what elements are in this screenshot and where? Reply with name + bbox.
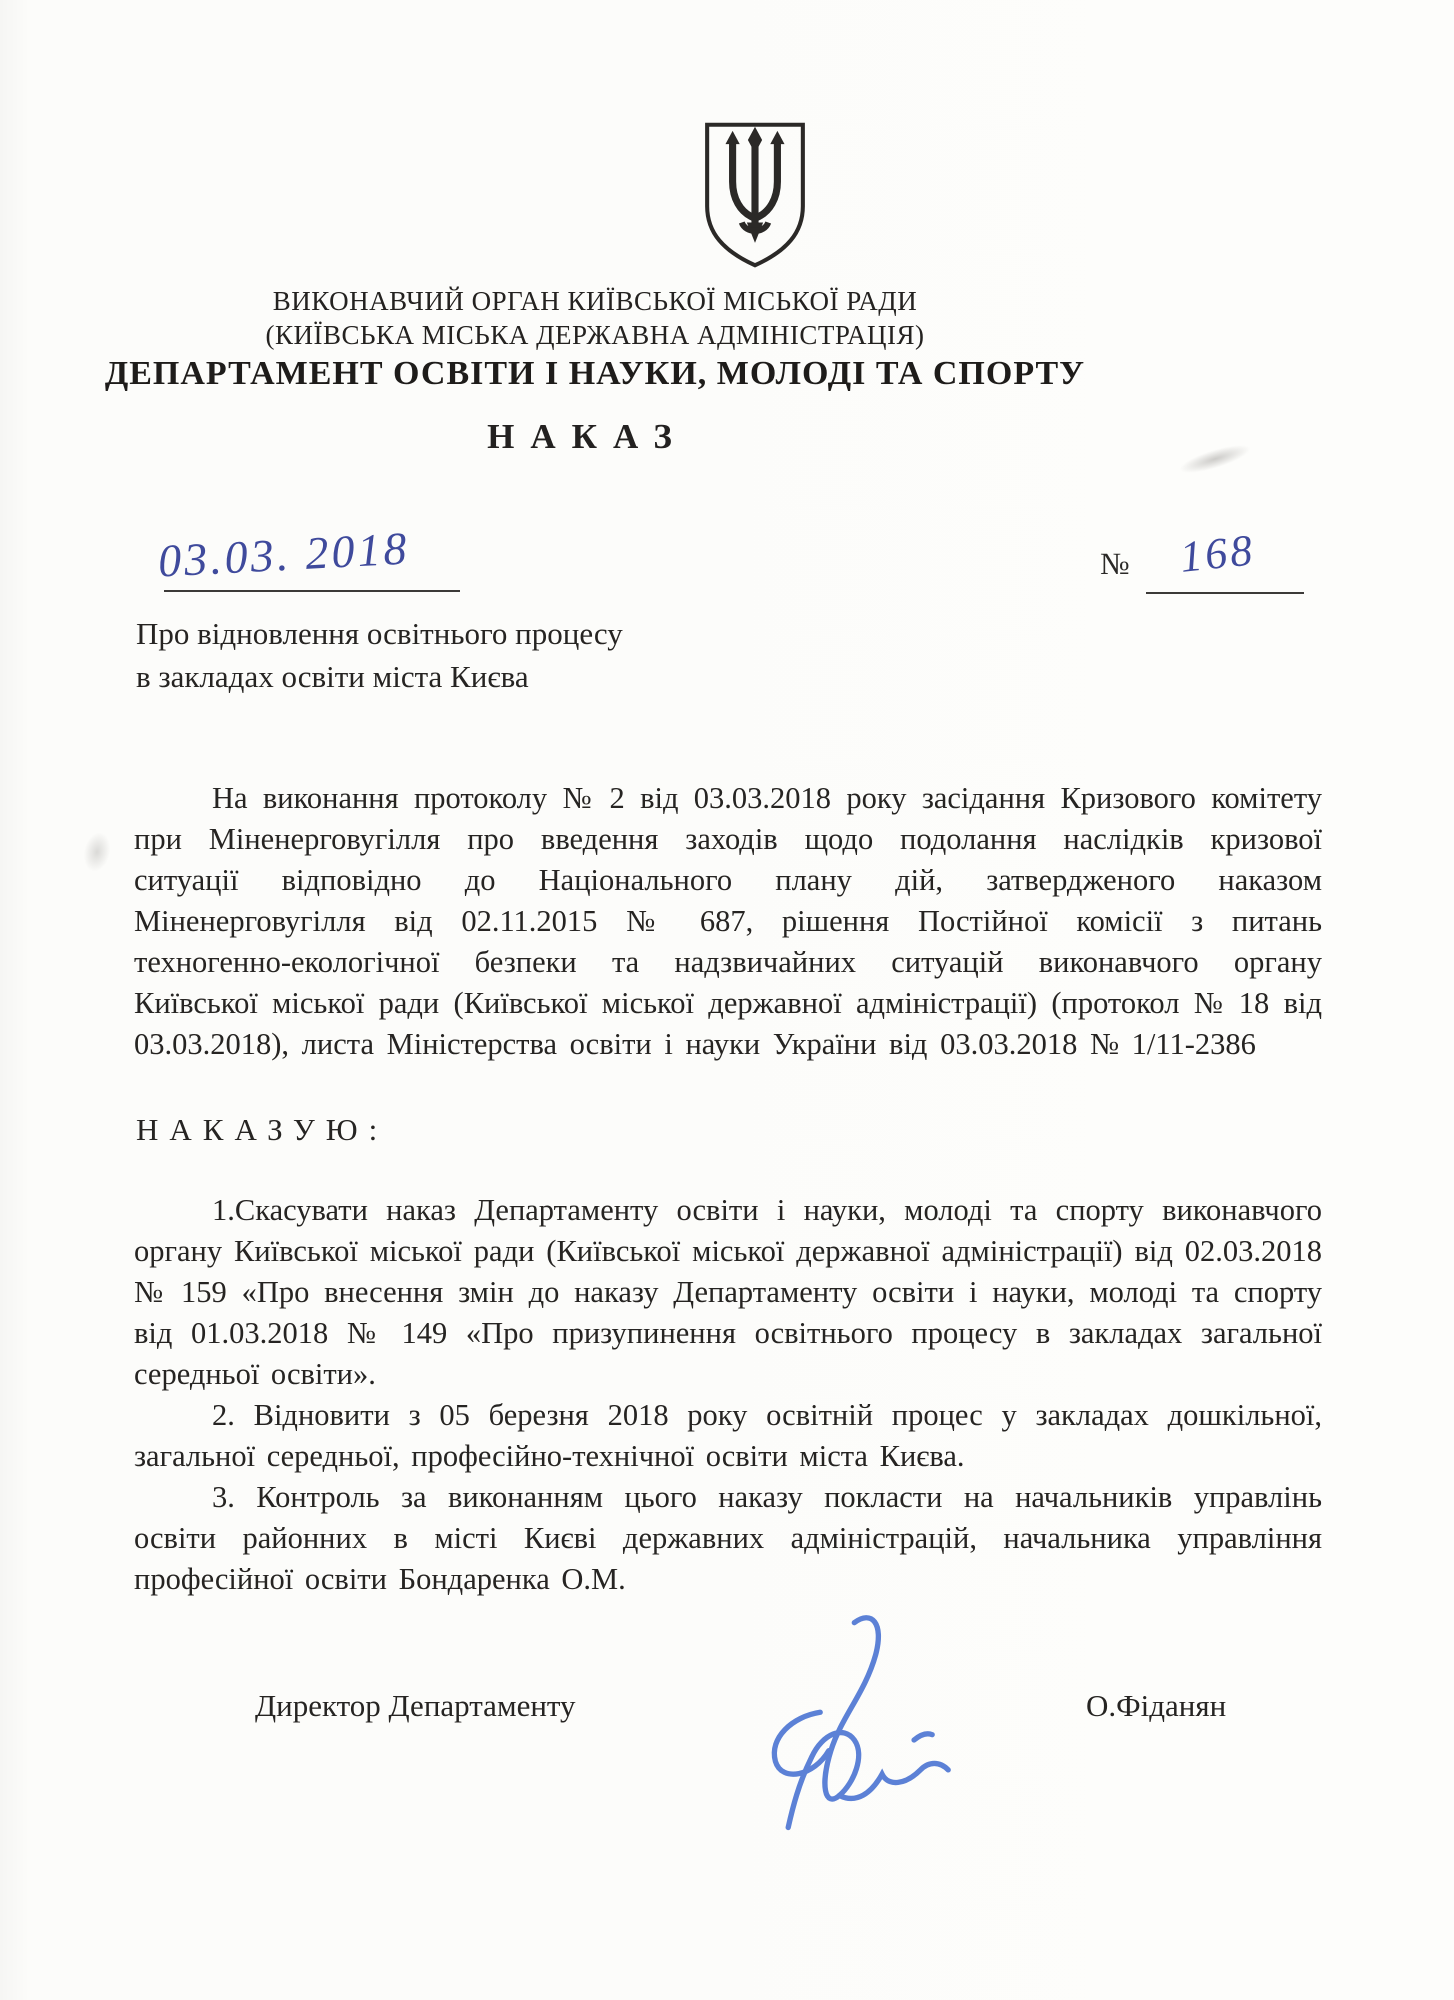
department-name: ДЕПАРТАМЕНТ ОСВІТИ І НАУКИ, МОЛОДІ ТА СПОРТУ [104,355,1086,392]
subject-line2: в закладах освіти міста Києва [136,659,529,694]
pencil-smudge [1177,440,1253,479]
order-item-3: 3. Контроль за виконанням цього наказу покласти на начальників управлінь освіти районних в місті Києві державних адміністрацій, начальника управління професійної освіти Бондаренка О.М. [134,1480,1322,1596]
trident-shield-icon [699,118,811,272]
subject-line1: Про відновлення освітнього процесу [136,616,623,651]
org-header [0,284,1190,352]
scan-artifact [80,830,114,875]
number-label: № [1100,546,1130,581]
preamble-paragraph: На виконання протоколу № 2 від 03.03.2018 року засідання Кризового комітету при Міненерговугілля про введення заходів щодо подолання наслідків кризової ситуації відповідно до Національного плану дій, затвердженого наказом Міненерговугілля від 02.11.2015 № 687, рішення Постійної комісії з питань техногенно-екологічної безпеки та надзвичайних ситуацій виконавчого органу Київської міської ради (Київської міської державної адміністрації) (протокол № 18 від 03.03.2018), листа Міністерства освіти і науки України від 03.03.2018 № 1/11-2386 [134,781,1322,1061]
ukraine-trident-emblem [699,118,811,272]
order-item-1: 1.Скасувати наказ Департаменту освіти і науки, молоді та спорту виконавчого органу Київської міської ради (Київської міської державної адміністрації) від 02.03.2018 № 159 «Про внесення змін до наказу Департаменту освіти і науки, молоді та спорту від 01.03.2018 № 149 «Про призупинення освітнього процесу в закладах загальної середньої освіти». [134,1193,1322,1391]
handwritten-signature [688,1612,978,1836]
handwritten-number: 168 [1177,525,1258,582]
subject-block [136,612,776,698]
handwritten-date: 03.03. 2018 [156,522,411,587]
org-name-line1: ВИКОНАВЧИЙ ОРГАН КИЇВСЬКОЇ МІСЬКОЇ РАДИ [272,286,918,316]
signature-icon [688,1612,978,1836]
signatory-name: О.Фіданян [1086,1688,1227,1723]
org-name-line2: (КИЇВСЬКА МІСЬКА ДЕРЖАВНА АДМІНІСТРАЦІЯ) [265,320,925,350]
order-item-2: 2. Відновити з 05 березня 2018 року освітній процес у закладах дошкільної, загальної середньої, професійно-технічної освіти міста Києва. [134,1398,1322,1473]
document-type-title: НАКАЗ [487,417,688,456]
order-heading: НАКАЗУЮ: [136,1112,389,1147]
signatory-title: Директор Департаменту [255,1688,576,1723]
order-items [134,1190,1322,1600]
date-underline [164,590,460,592]
number-underline [1146,592,1304,594]
